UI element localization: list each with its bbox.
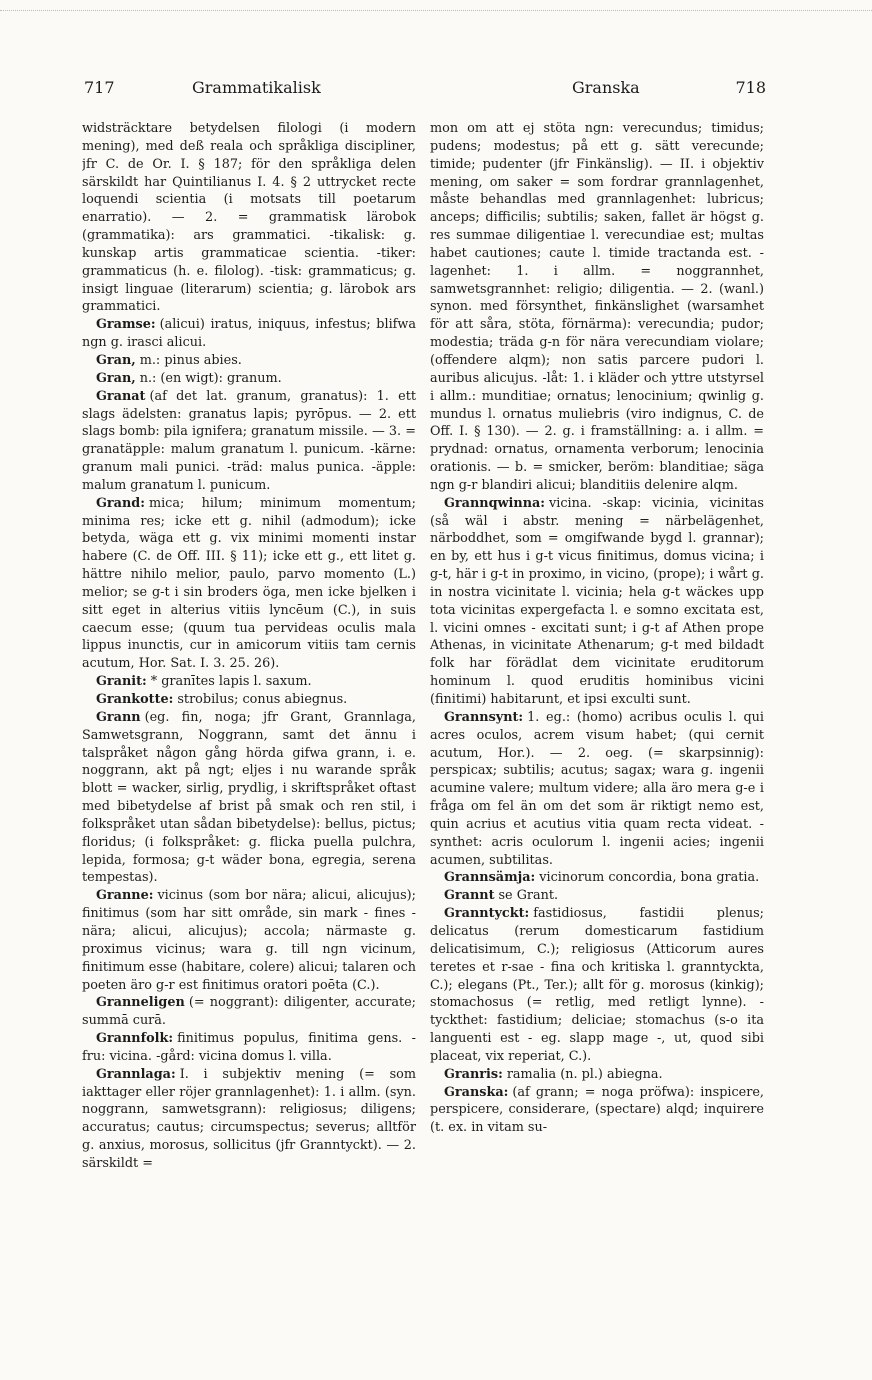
entry-definition: (af det lat. granum, granatus): 1. ett slags ädelsten: granatus lapis; pyrōpus. — 2. ett slags bomb: pila ignifera; granatum missile. — 3. = granatäpple: malum granatum l. punicum. -kärne: granum mali punici. -träd: malus punica. -äpple: malum granatum l. punicum. [82, 388, 416, 493]
entry-definition: (= noggrant): diligenter, accurate; summā curā. [82, 995, 416, 1029]
entry-headword: Grannt [444, 888, 495, 904]
entry-definition: vicinorum concordia, bona gratia. [539, 870, 760, 886]
entry-definition: m.: pinus abies. [139, 352, 242, 368]
page-number-right: 718 [735, 78, 766, 97]
right-column [430, 120, 764, 1350]
entry-headword: Grann [96, 709, 141, 725]
dictionary-entry [82, 388, 416, 495]
entry-headword: Grankotte: [96, 692, 174, 707]
entry-definition: mon om att ej stöta ngn: verecundus; timidus; pudens; modestus; på ett g. sätt verecunde; timide; pudenter (jfr Finkänslig). — II. i objektiv mening, om saker = som fordrar grannlagenhet, måste behandlas med grannlagenhet: lubricus; anceps; difficilis; subtilis; saken, fallet är högst g. res summae diligentiae l. verecundiae est; multas habet cautiones; caute l. timide tractanda est. -lagenhet: 1. i allm. = noggrannhet, samwetsgrannhet: religio; diligentia. — 2. (wanl.) synon. med försynthet, finkänslighet (warsamhet för att såra, stöta, förnärma): verecundia; pudor; modestia; träda g-n för nära verecundiam violare; (offendere alqm); non satis parcere pudori l. auribus alicujus. -låt: 1. i kläder och yttre utstyrsel i allm.: munditiae; ornatus; lenocinium; qwinlig g. mundus l. ornatus muliebris (viro indignus, C. de Off. I. § 130). — 2. g. i framställning: a. i allm. = prydnad: ornatus, ornamenta verborum; lenocinia orationis. — b. = smicker, beröm: blanditiae; säga ngn g-r blandiri alicui; blanditiis delenire alqm. [430, 121, 764, 493]
entry-headword: Grannfolk: [96, 1031, 174, 1047]
running-title-right: Granska [572, 78, 640, 97]
dictionary-entry [82, 887, 416, 994]
entry-definition: (af grann; = noga pröfwa): inspicere, perspicere, considerare, (spectare) alqd; inquirere (t. ex. in vitam su- [430, 1084, 764, 1136]
entry-definition: fastidiosus, fastidii plenus; delicatus (rerum domesticarum fastidium delicatisimum, C.); religiosus (Atticorum aures teretes et r-sae - fina och kritiska l. granntyckta, C.); elegans (Pt., Ter.); allt för g. morosus (kinkig); stomachosus (= retlig, med retligt lynne). -tyckthet: fastidium; deliciae; stomachus (s-o ita languenti est - eg. slapp mage -, ut, quod sibi placeat, vix reperiat, C.). [430, 906, 764, 1064]
dictionary-entry [430, 1066, 764, 1084]
entry-definition: mica; hilum; minimum momentum; minima res; icke ett g. nihil (admodum); icke betyda, wäga ett g. vix minimi momenti instar habere (C. de Off. III. § 11); icke ett g., ett litet g. hättre nihilo melior, paulo, parvo momento (L.) melior; se g-t i sin broders öga, men icke bjelken i sitt eget in alterius vitiis lyncēum (C.), in suis caecum esse; (quum tua pervideas oculis mala lippus inunctis, cur in amicorum vitiis tam cernis acutum, Hor. Sat. I. 3. 25. 26). [82, 495, 416, 672]
entry-headword: Grannlaga: [96, 1066, 176, 1082]
dictionary-entry [82, 1066, 416, 1173]
entry-definition: I. i subjektiv mening (= som iakttager eller röjer grannlagenhet): 1. i allm. (syn. noggrann, samwetsgrann): religiosus; diligens; accuratus; cautus; circumspectus; severus; alltför g. anxius, morosus, sollicitus (jfr Granntyckt). — 2. särskildt = [82, 1066, 416, 1171]
dictionary-entry [82, 1030, 416, 1066]
dictionary-entry [430, 869, 764, 887]
dictionary-entry [430, 905, 764, 1066]
entry-headword: Granntyckt: [444, 906, 530, 922]
entry-definition: (eg. fin, noga; jfr Grant, Grannlaga, Samwetsgrann, Noggrann, samt det ännu i talspråket någon gång hörda gifwa grann, i. e. noggrann, akt på ngt; eljes i nu warande språk blott = wacker, sirlig, prydlig, i skriftspråket oftast med bibetydelse af brist på smak och ren stil, i folkspråket utan sådan bibetydelse): bellus, pictus; floridus; (i folkspråket: g. flicka puella pulchra, lepida, formosa; g-t wäder bona, egregia, serena tempestas). [82, 709, 416, 886]
entry-headword: Granat [96, 388, 146, 404]
dictionary-entry [430, 709, 764, 870]
entry-definition: 1. eg.: (homo) acribus oculis l. qui acres oculos, acrem visum habet; (qui cernit acutum, Hor.). — 2. oeg. (= skarpsinnig): perspicax; subtilis; acutus; sagax; wara g. ingenii acumine valere; multum videre; alla äro mera g-e i fråga om fel än om det som är riktigt nemo est, quin acrius et acutius vitia quam recta videat. -synthet: acris oculorum l. ingenii acies; ingenii acumen, subtilitas. [430, 709, 764, 868]
entry-headword: Gran, [96, 352, 136, 368]
dictionary-entry [82, 495, 416, 673]
entry-definition: n.: (en wigt): granum. [139, 370, 282, 386]
dictionary-entry [82, 709, 416, 887]
entry-headword: Grannqwinna: [444, 495, 546, 511]
entry-headword: Grannsämja: [444, 870, 536, 886]
entry-definition: se Grant. [498, 888, 559, 904]
entry-headword: Grand: [96, 495, 145, 511]
running-title-left: Grammatikalisk [192, 78, 321, 97]
dictionary-entry [82, 316, 416, 352]
entry-definition: (alicui) iratus, iniquus, infestus; blifwa ngn g. irasci alicui. [82, 317, 416, 351]
dictionary-entry [82, 673, 416, 691]
dictionary-entry [82, 994, 416, 1030]
entry-definition: finitimus populus, finitima gens. -fru: vicina. -gård: vicina domus l. villa. [82, 1031, 416, 1064]
dictionary-entry [430, 1084, 764, 1138]
dictionary-entry [430, 887, 764, 905]
dictionary-entry [82, 120, 416, 316]
dictionary-entry [430, 120, 764, 495]
dictionary-entry [82, 691, 416, 709]
page-number-left: 717 [84, 78, 115, 97]
left-column [82, 120, 416, 1350]
entry-headword: Grannsynt: [444, 709, 524, 725]
entry-headword: Granit: [96, 674, 147, 690]
entry-headword: Gran, [96, 370, 136, 386]
entry-headword: Granne: [96, 888, 154, 904]
entry-definition: vicinus (som bor nära; alicui, alicujus); finitimus (som har sitt område, sin mark - fines - nära; alicui, alicujus); accola; närmaste g. proximus vicinus; wara g. till ngn vicinum, finitimum esse (habitare, colere) alicui; talaren och poeten äro g-r est finitimus oratori poēta (C.). [82, 888, 416, 993]
entry-headword: Gramse: [96, 317, 156, 333]
entry-definition: strobilus; conus abiegnus. [177, 692, 348, 707]
entry-headword: Granris: [444, 1066, 503, 1082]
entry-headword: Granska: [444, 1084, 509, 1100]
dictionary-entry [82, 352, 416, 370]
entry-definition: vicina. -skap: vicinia, vicinitas (så wäl i abstr. mening = närbelägenhet, närboddhet, som = omgifwande bygd l. grannar); en by, ett hus i g-t vicus finitimus, domus vicina; i g-t, här i g-t in proximo, in vicino, (prope); i wårt g. in nostra vicinitate l. vicinia; hela g-t wäckes upp tota vicinitas expergefacta l. e somno excitata est, l. vicini omnes - excitati sunt; i g-t af Athen prope Athenas, in vicinitate Athenarum; g-t med bildadt folk har förädlat dem vicinitate eruditorum hominum l. quod eruditis hominibus vicini (finitimi) habitarunt, et ipsi exculti sunt. [430, 495, 764, 707]
entry-definition: ramalia (n. pl.) abiegna. [506, 1066, 663, 1082]
entry-definition: * granītes lapis l. saxum. [150, 674, 312, 690]
dictionary-entry [430, 495, 764, 709]
page-header [84, 78, 766, 102]
dictionary-entry [82, 370, 416, 388]
entry-definition: widsträcktare betydelsen filologi (i modern mening), med deß reala och språkliga discipliner, jfr C. de Or. I. § 187; för den språkliga delen särskildt har Quintilianus I. 4. § 2 uttrycket recte loquendi scientia (i motsats till poetarum enarratio). — 2. = grammatisk lärobok (grammatika): ars grammatici. -tikalisk: g. kunskap artis grammaticae scientia. -tiker: grammaticus (h. e. filolog). -tisk: grammaticus; g. insigt linguae (literarum) scientia; g. lärobok ars grammatici. [82, 121, 416, 315]
top-edge-rule [0, 10, 872, 11]
entry-headword: Granneligen [96, 995, 185, 1011]
